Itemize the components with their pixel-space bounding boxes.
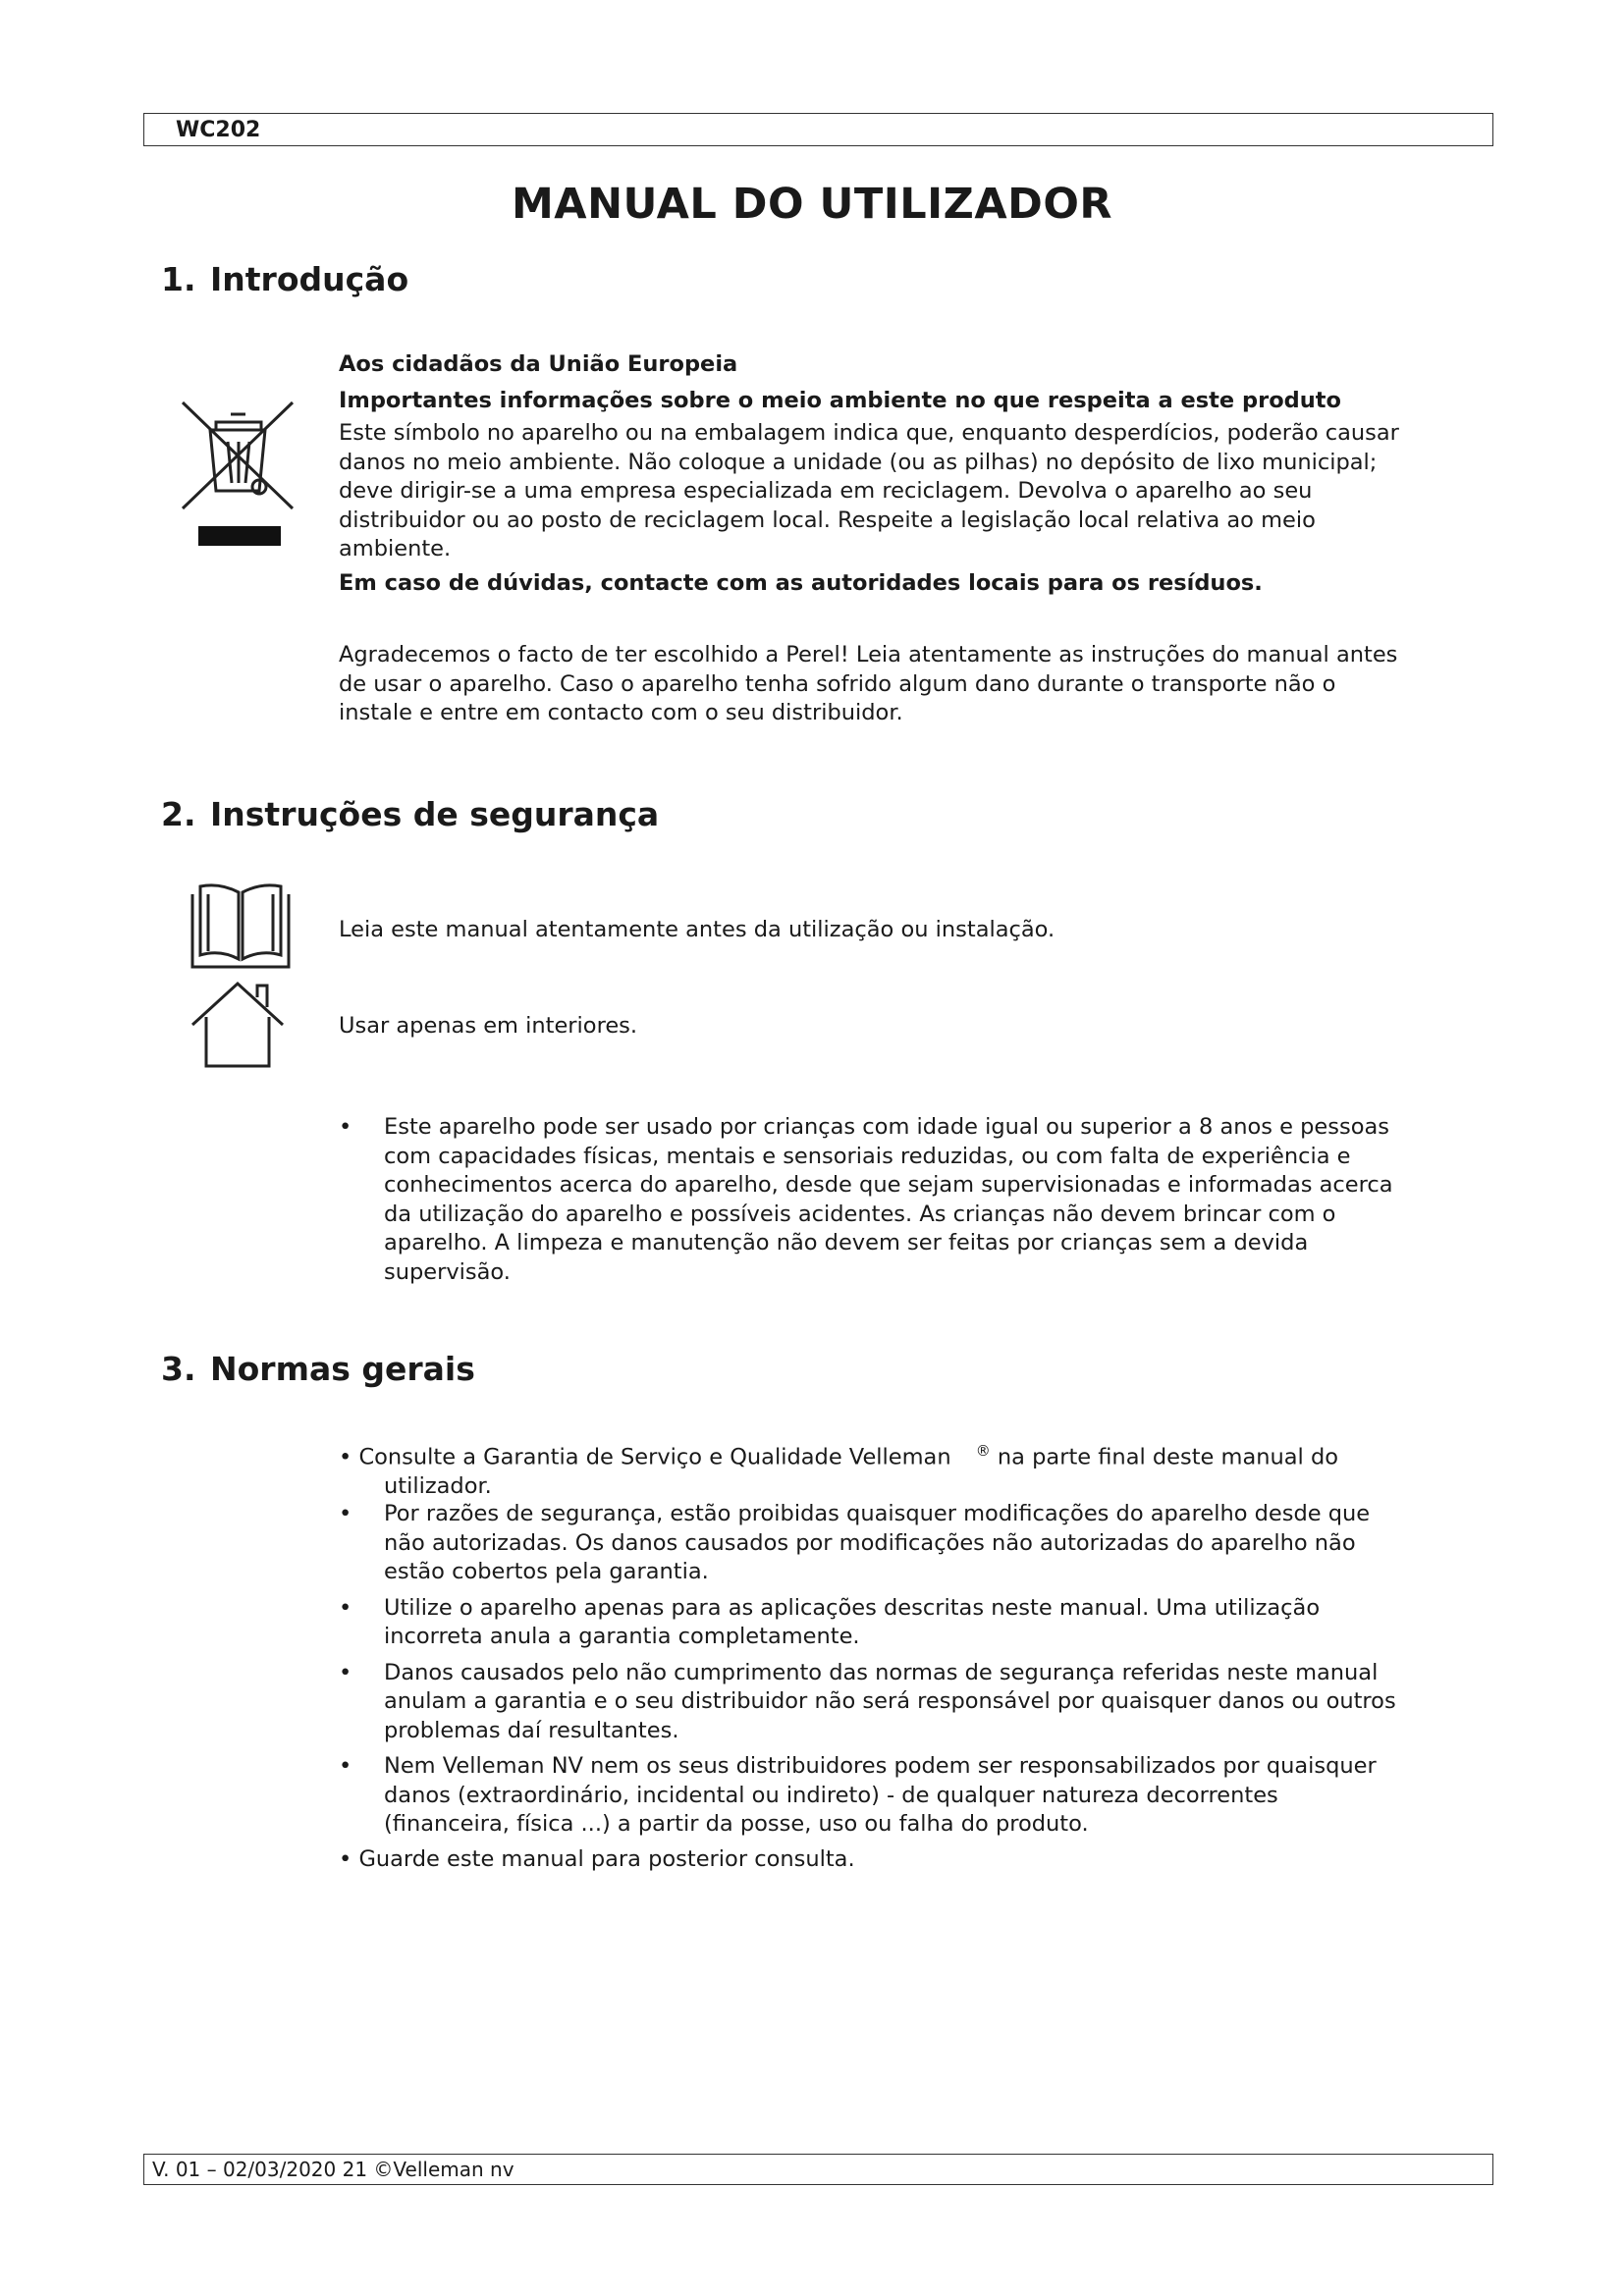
bullet-line: Nem Velleman NV nem os seus distribuidores podem ser responsabilizados por quaisquer (384, 1753, 1377, 1779)
eu-footer: Em caso de dúvidas, contacte com as autoridades locais para os resíduos. (339, 570, 1263, 596)
registered-mark: ® (975, 1442, 991, 1460)
thanks-paragraph (339, 641, 1468, 728)
bullet-line: estão cobertos pela garantia. (384, 1559, 709, 1584)
indoor-house-icon (189, 980, 287, 1070)
bullet-text: Guarde este manual para posterior consulta. (358, 1846, 855, 1872)
bullet-line: problemas daí resultantes. (384, 1717, 679, 1743)
section-1-number: 1. (161, 260, 196, 298)
read-manual-text: Leia este manual atentamente antes da utilização ou instalação. (339, 917, 1056, 942)
section-2-number: 2. (161, 795, 196, 833)
eu-line: deve dirigir-se a uma empresa especializada em reciclagem. Devolva o aparelho ao seu (339, 478, 1313, 504)
section-3-number: 3. (161, 1350, 196, 1388)
section-3-title: Normas gerais (210, 1350, 475, 1388)
bullet-line: incorreta anula a garantia completamente. (384, 1624, 860, 1649)
eu-line: Este símbolo no aparelho ou na embalagem indica que, enquanto desperdícios, poderão causar (339, 420, 1399, 446)
section-3-heading (161, 1350, 475, 1388)
bullet-dot: • (339, 1444, 352, 1470)
bullet-line: (financeira, física ...) a partir da posse, uso ou falha do produto. (384, 1811, 1089, 1837)
list-item (339, 1437, 1468, 1502)
bullet-text: Consulte a Garantia de Serviço e Qualidade Velleman (358, 1444, 951, 1470)
bullet-line: Utilize o aparelho apenas para as aplicações descritas neste manual. Uma utilização (384, 1594, 1321, 1621)
bullet-line: com capacidades físicas, mentais e sensoriais reduzidas, ou com falta de experiência e (384, 1143, 1351, 1169)
page-title: MANUAL DO UTILIZADOR (512, 180, 1112, 229)
eu-line: distribuidor ou ao posto de reciclagem local. Respeite a legislação local relativa ao meio (339, 507, 1316, 533)
footer-box (143, 2154, 1493, 2185)
bullet-line: anulam a garantia e o seu distribuidor não será responsável por quaisquer danos ou outros (384, 1688, 1396, 1714)
weee-bin-icon (177, 393, 299, 550)
eu-title: Aos cidadãos da União Europeia (339, 351, 738, 377)
thanks-line: instale e entre em contacto com o seu distribuidor. (339, 700, 903, 725)
list-item (339, 1113, 1468, 1287)
bullet-line: conhecimentos acerca do aparelho, desde que sejam supervisionadas e informadas acerca (384, 1172, 1393, 1198)
section-1-heading (161, 260, 408, 298)
bullet-line: supervisão. (384, 1258, 511, 1285)
header-box (143, 113, 1493, 146)
section-2-heading (161, 795, 659, 833)
thanks-line: Agradecemos o facto de ter escolhido a Perel! Leia atentamente as instruções do manual antes (339, 642, 1398, 667)
bullet-line: Danos causados pelo não cumprimento das normas de segurança referidas neste manual (384, 1659, 1379, 1685)
general-bullet-list (339, 1500, 1468, 1846)
book-icon (189, 881, 293, 969)
section-1-title: Introdução (210, 260, 409, 298)
bullet-dot: • (339, 1753, 352, 1779)
list-item (339, 1845, 1468, 1875)
bullet-text: utilizador. (384, 1473, 492, 1499)
list-item (339, 1659, 1468, 1746)
list-item (339, 1500, 1468, 1587)
bullet-line: da utilização do aparelho e possíveis acidentes. As crianças não devem brincar com o (384, 1201, 1336, 1227)
indoor-only-text: Usar apenas em interiores. (339, 1013, 638, 1039)
bullet-line: não autorizadas. Os danos causados por modificações não autorizadas do aparelho não (384, 1529, 1356, 1556)
bullet-dot: • (339, 1501, 352, 1526)
bullet-line: aparelho. A limpeza e manutenção não devem ser feitas por crianças sem a devida (384, 1230, 1309, 1255)
eu-paragraph (339, 419, 1468, 564)
model-label: WC202 (176, 118, 261, 142)
bullet-dot: • (339, 1659, 352, 1685)
eu-line: danos no meio ambiente. Não coloque a unidade (ou as pilhas) no depósito de lixo municipal; (339, 449, 1378, 475)
footer-text: V. 01 – 02/03/2020 21 ©Velleman nv (152, 2158, 514, 2181)
bullet-line: Por razões de segurança, estão proibidas quaisquer modificações do aparelho desde que (384, 1501, 1371, 1526)
bullet-dot: • (339, 1846, 352, 1872)
section-2-title: Instruções de segurança (210, 795, 660, 833)
thanks-line: de usar o aparelho. Caso o aparelho tenha sofrido algum dano durante o transporte não o (339, 670, 1336, 697)
list-item (339, 1752, 1468, 1840)
safety-bullet-list (339, 1113, 1468, 1287)
bullet-text: na parte final deste manual do (997, 1444, 1339, 1470)
eu-line: ambiente. (339, 536, 452, 561)
eu-subtitle: Importantes informações sobre o meio ambiente no que respeita a este produto (339, 388, 1342, 413)
bullet-dot: • (339, 1594, 352, 1621)
bullet-line: danos (extraordinário, incidental ou indireto) - de qualquer natureza decorrentes (384, 1782, 1278, 1808)
list-item (339, 1594, 1468, 1652)
bullet-dot: • (339, 1114, 352, 1140)
bullet-line: Este aparelho pode ser usado por crianças com idade igual ou superior a 8 anos e pessoas (384, 1114, 1389, 1140)
